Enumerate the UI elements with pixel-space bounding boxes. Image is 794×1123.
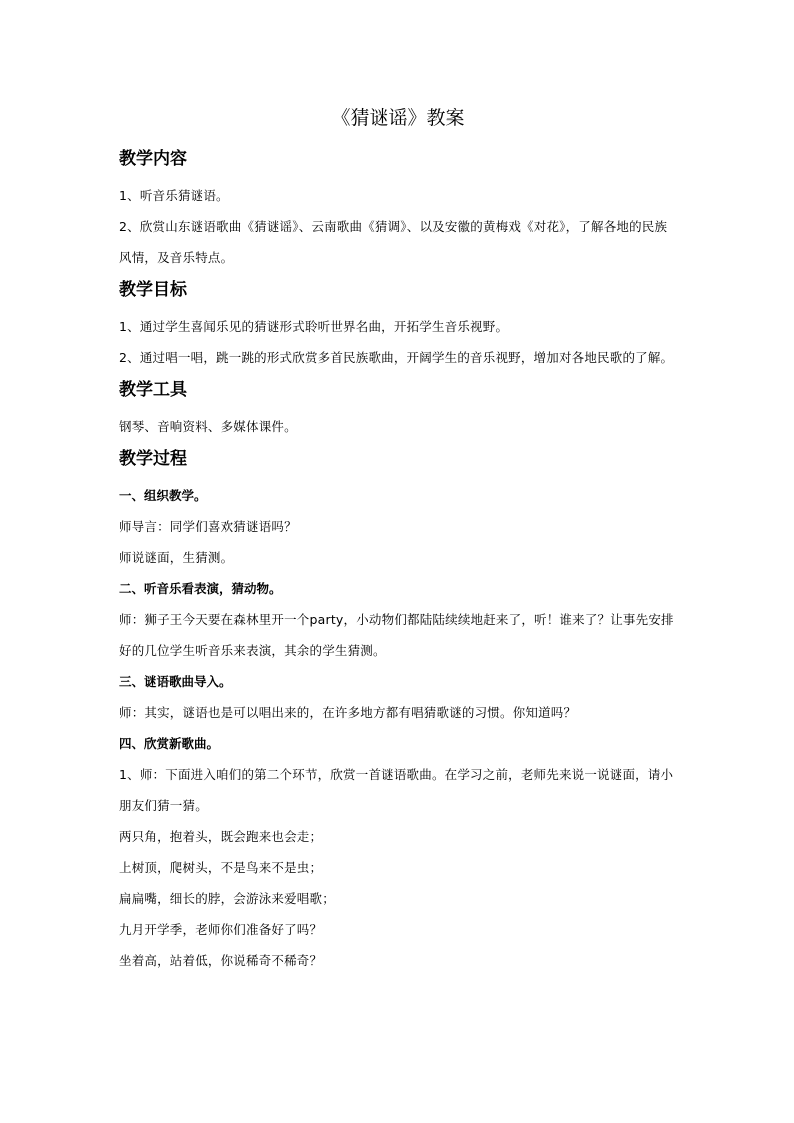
paragraph: 1、听音乐猜谜语。 (119, 188, 229, 203)
step-title: 三、谜语歌曲导入。 (119, 674, 232, 689)
riddle-line: 扁扁嘴，细长的脖，会游泳来爱唱歌； (119, 891, 335, 906)
paragraph: 1、师：下面进入咱们的第二个环节，欣赏一首谜语歌曲。在学习之前，老师先来说一说谜面，请小朋友们猜一猜。 (119, 767, 674, 813)
paragraph: 2、欣赏山东谜语歌曲《猜谜谣》、云南歌曲《猜调》、以及安徽的黄梅戏《对花》，了解各地的民族风情，及音乐特点。 (119, 219, 668, 265)
heading-teaching-content: 教学内容 (119, 149, 187, 169)
heading-teaching-tools: 教学工具 (119, 380, 187, 400)
step-title: 四、欣赏新歌曲。 (119, 736, 220, 751)
paragraph: 钢琴、音响资料、多媒体课件。 (119, 419, 297, 434)
paragraph: 师导言：同学们喜欢猜谜语吗？ (119, 519, 297, 534)
riddle-line: 九月开学季，老师你们准备好了吗？ (119, 922, 323, 937)
riddle-line: 上树顶，爬树头，不是鸟来不是虫； (119, 860, 323, 875)
step-title: 一、组织教学。 (119, 488, 207, 503)
paragraph: 师：狮子王今天要在森林里开一个party，小动物们都陆陆续续地赶来了，听！谁来了？让事先安排好的几位学生听音乐来表演，其余的学生猜测。 (119, 612, 674, 658)
riddle-line: 坐着高，站着低，你说稀奇不稀奇？ (119, 953, 323, 968)
document-content (119, 104, 677, 976)
paragraph: 师说谜面，生猜测。 (119, 550, 234, 565)
paragraph: 师：其实，谜语也是可以唱出来的，在许多地方都有唱猜歌谜的习惯。你知道吗？ (119, 705, 577, 720)
paragraph: 2、通过唱一唱，跳一跳的形式欣赏多首民族歌曲，开阔学生的音乐视野，增加对各地民歌的了解。 (119, 350, 674, 365)
heading-teaching-goals: 教学目标 (119, 280, 187, 300)
step-title: 二、听音乐看表演，猜动物。 (119, 581, 282, 596)
heading-teaching-process: 教学过程 (119, 449, 187, 469)
riddle-line: 两只角，抱着头，既会跑来也会走； (119, 829, 323, 844)
document-title: 《猜谜谣》教案 (331, 107, 465, 129)
paragraph: 1、通过学生喜闻乐见的猜谜形式聆听世界名曲，开拓学生音乐视野。 (119, 319, 509, 334)
